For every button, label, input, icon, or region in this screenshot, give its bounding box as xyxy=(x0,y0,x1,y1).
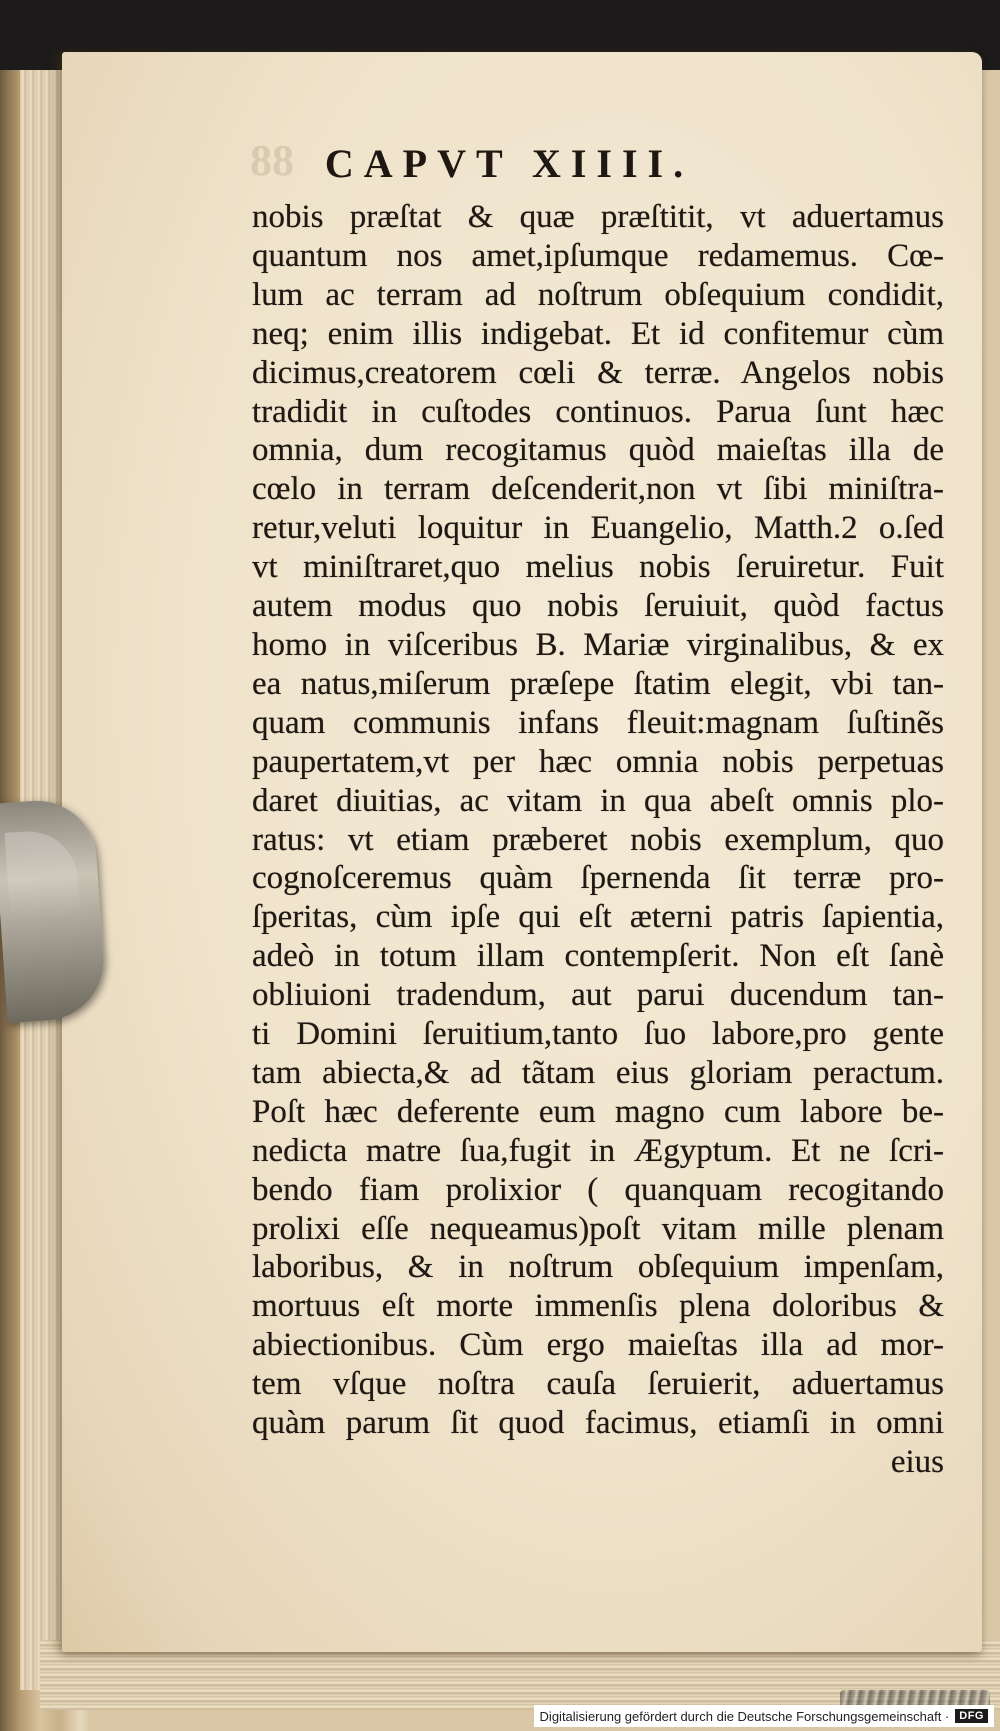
text-line: autem modus quo nobis ſeruiuit, quòd factus xyxy=(252,588,944,625)
text-line: obliuioni tradendum, aut parui ducendum tan- xyxy=(252,977,944,1014)
text-line: retur,veluti loquitur in Euangelio, Matth.2 o.ſed xyxy=(252,510,944,547)
body-text xyxy=(252,198,944,1482)
text-line: lum ac terram ad noſtrum obſequium condidit, xyxy=(252,276,944,313)
dfg-logo: DFG xyxy=(955,1709,988,1723)
digitization-credit xyxy=(534,1705,994,1727)
text-line: ratus: vt etiam præberet nobis exemplum, quo xyxy=(252,821,944,858)
text-line: quam communis infans fleuit:magnam ſuſtinẽs xyxy=(252,704,944,741)
text-line: bendo fiam prolixior ( quanquam recogitando xyxy=(252,1171,944,1208)
text-line: tradidit in cuſtodes continuos. Parua ſunt hæc xyxy=(252,393,944,430)
page-clip-highlight xyxy=(5,828,85,983)
text-line: dicimus,creatorem cœli & terræ. Angelos nobis xyxy=(252,354,944,391)
text-line: mortuus eſt morte immenſis plena doloribus & xyxy=(252,1288,944,1325)
text-line: nedicta matre ſua,fugit in Ægyptum. Et ne ſcri- xyxy=(252,1132,944,1169)
text-line: adeò in totum illam contempſerit. Non eſt ſanè xyxy=(252,938,944,975)
catchword: eius xyxy=(890,1444,944,1480)
text-line: cognoſceremus quàm ſpernenda ſit terræ pro- xyxy=(252,860,944,897)
faded-page-number-mark: 88 xyxy=(250,136,294,185)
text-line: nobis præſtat & quæ præſtitit, vt aduertamus xyxy=(252,199,944,235)
text-line: laboribus, & in noſtrum obſequium impenſam, xyxy=(252,1249,944,1286)
text-line: quàm parum ſit quod facimus, etiamſi in omni xyxy=(252,1405,944,1442)
text-line: neq; enim illis indigebat. Et id confitemur cùm xyxy=(252,315,944,352)
text-line: tam abiecta,& ad tãtam eius gloriam peractum. xyxy=(252,1054,944,1091)
text-line: ſperitas, cùm ipſe qui eſt æterni patris ſapientia, xyxy=(252,899,944,936)
text-line: tem vſque noſtra cauſa ſeruierit, aduertamus xyxy=(252,1366,944,1403)
text-line: vt miniſtraret,quo melius nobis ſeruiretur. Fuit xyxy=(252,549,944,586)
text-line: quantum nos amet,ipſumque redamemus. Cœ- xyxy=(252,237,944,274)
text-line: Poſt hæc deferente eum magno cum labore be- xyxy=(252,1093,944,1130)
text-line: ea natus,miſerum præſepe ſtatim elegit, vbi tan- xyxy=(252,665,944,702)
text-line: cœlo in terram deſcenderit,non vt ſibi miniſtra- xyxy=(252,471,944,508)
credit-text: Digitalisierung gefördert durch die Deutsche Forschungsgemeinschaft · xyxy=(539,1708,950,1724)
text-line: homo in viſceribus B. Mariæ virginalibus, & ex xyxy=(252,626,944,663)
text-line: ti Domini ſeruitium,tanto ſuo labore,pro gente xyxy=(252,1016,944,1053)
text-line: omnia, dum recogitamus quòd maieſtas illa de xyxy=(252,432,944,469)
text-line: paupertatem,vt per hæc omnia nobis perpetuas xyxy=(252,743,944,780)
chapter-heading: CAPVT XIIII. xyxy=(324,141,694,186)
text-line: daret diuitias, ac vitam in qua abeſt omnis plo- xyxy=(252,782,944,819)
text-line: abiectionibus. Cùm ergo maieſtas illa ad mor- xyxy=(252,1327,944,1364)
text-line: prolixi eſſe nequeamus)poſt vitam mille plenam xyxy=(252,1210,944,1247)
